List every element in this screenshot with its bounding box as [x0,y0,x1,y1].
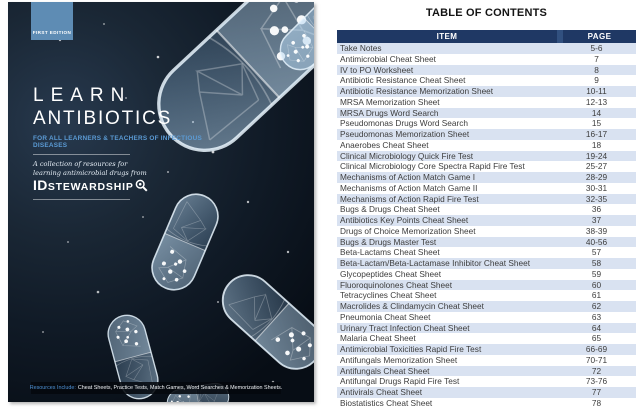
toc-item-label: Mechanisms of Action Rapid Fire Test [340,193,479,204]
toc-page-number: 64 [591,322,602,333]
cover-title [33,84,172,131]
toc-item-label: Pneumonia Cheat Sheet [340,311,431,322]
toc-item-label: Malaria Cheat Sheet [340,333,416,344]
toc-item-label: Urinary Tract Infection Cheat Sheet [340,322,470,333]
table-row [337,247,636,258]
toc-page-number: 38-39 [585,225,608,236]
toc-item-label: Drugs of Choice Memorization Sheet [340,225,476,236]
table-row [337,237,636,248]
toc-page-number: 15 [591,118,602,129]
toc-page-number: 32-35 [585,193,608,204]
cover-footer-bar [31,382,281,394]
toc-header-row [337,30,636,43]
toc-page-number: 58 [591,258,602,268]
toc-item-label: Antimicrobial Toxicities Rapid Fire Test [340,344,482,354]
toc-page-number: 25-27 [585,161,608,172]
toc-page-number: 66-69 [585,344,608,354]
table-row [337,54,636,65]
table-row [337,75,636,86]
table-row [337,398,636,409]
toc-page-number: 70-71 [585,354,608,365]
table-row [337,129,636,140]
table-row [337,387,636,398]
toc-page-number: 7 [594,53,599,64]
brand-id-text: ID [33,177,48,193]
toc-page-number: 65 [591,333,602,344]
tagline-line2: learning antimicrobial drugs from [33,168,147,177]
cover-title-line2: ANTIBIOTICS [33,108,173,129]
cover-subtitle: FOR ALL LEARNERS & TEACHERS OF INFECTIOUS DISEASES [33,135,202,149]
table-row [337,323,636,334]
table-row [337,290,636,301]
toc-page-number: 16-17 [585,129,608,139]
toc-header-item: ITEM [337,30,557,43]
toc-item-label: Antifungal Drugs Rapid Fire Test [340,376,460,387]
toc-title: TABLE OF CONTENTS [425,7,548,19]
table-row [337,97,636,108]
toc-item-label: Take Notes [340,43,382,53]
toc-page-number: 18 [591,139,602,150]
tagline-line1: A collection of resources for [33,160,128,168]
table-row [337,344,636,355]
table-row [337,376,636,387]
toc-page-number: 8 [594,64,599,75]
table-row [337,183,636,194]
table-row [337,118,636,129]
toc-page-number: 36 [591,204,602,215]
toc-page-number: 5-6 [590,43,603,53]
toc-item-label: Macrolides & Clindamycin Cheat Sheet [340,301,484,311]
book-cover [8,2,314,402]
toc-page-number: 72 [591,365,602,376]
toc-item-label: Antibiotic Resistance Cheat Sheet [340,75,466,86]
table-row [337,108,636,119]
toc-item-label: Antivirals Cheat Sheet [340,387,423,397]
table-row [337,301,636,312]
toc-item-label: MRSA Drugs Word Search [340,107,439,118]
toc-item-label: Antibiotic Resistance Memorization Sheet [340,86,494,96]
toc-page-number: 12-13 [585,96,608,107]
divider-top [33,154,130,155]
toc-item-label: Glycopeptides Cheat Sheet [340,268,442,279]
toc-item-label: Beta-Lactam/Beta-Lactamase Inhibitor Cheat Sheet [340,258,531,268]
toc-item-label: Mechanisms of Action Match Game I [340,172,476,182]
table-row [337,65,636,76]
toc-page-number: 59 [591,268,602,279]
table-row [337,204,636,215]
cover-tagline [33,160,147,177]
toc-body [337,43,636,409]
toc-page-number: 57 [591,247,602,258]
toc-item-label: Antibiotics Key Points Cheat Sheet [340,215,469,225]
toc-page-number: 77 [591,387,602,397]
idstewardship-logo [33,177,148,195]
magnifier-icon [135,179,148,197]
table-row [337,194,636,205]
table-row [337,151,636,162]
toc-page-number: 19-24 [585,150,608,161]
table-row [337,86,636,97]
table-row [337,161,636,172]
table-row [337,215,636,226]
divider-bottom [33,199,130,200]
toc-item-label: IV to PO Worksheet [340,64,414,75]
footer-text: Cheat Sheets, Practice Tests, Match Games, Word Searches & Memorization Sheets. [77,385,283,391]
toc-page-number: 73-76 [585,376,608,387]
cover-title-line1: LEARN [33,85,132,106]
table-row [337,312,636,323]
toc-page-number: 37 [591,215,602,225]
table-row [337,355,636,366]
table-row [337,140,636,151]
toc-page-number: 28-29 [585,172,608,182]
toc-page-number: 10-11 [586,86,607,96]
toc-page-number: 60 [591,279,602,290]
table-row [337,333,636,344]
toc-item-label: Pseudomonas Drugs Word Search [340,118,469,129]
toc-page-number: 63 [591,311,602,322]
toc-page-number: 14 [591,107,602,118]
toc-item-label: Fluoroquinolones Cheat Sheet [340,279,453,290]
toc-page-number: 30-31 [585,182,608,193]
toc-item-label: Beta-Lactams Cheat Sheet [340,247,440,258]
table-row [337,269,636,280]
capsule-bottom-right [212,265,314,380]
toc-item-label: Mechanisms of Action Match Game II [340,182,478,193]
toc-page-number: 9 [594,75,599,86]
toc-item-label: Tetracyclines Cheat Sheet [340,290,437,301]
toc-page-number: 78 [591,397,602,408]
toc-header-page: PAGE [563,30,636,43]
toc-item-label: Anaerobes Cheat Sheet [340,139,429,150]
table-row [337,280,636,291]
toc-item-label: Bugs & Drugs Master Test [340,236,437,247]
toc-item-label: Antifungals Cheat Sheet [340,365,430,376]
toc-item-label: Biostatistics Cheat Sheet [340,397,433,408]
toc-item-label: Clinical Microbiology Quick Fire Test [340,150,474,161]
toc-item-label: Clinical Microbiology Core Spectra Rapid Fire Test [340,161,525,172]
table-of-contents [337,0,636,411]
toc-item-label: Bugs & Drugs Cheat Sheet [340,204,440,215]
toc-item-label: MRSA Memorization Sheet [340,96,440,107]
toc-item-label: Antifungals Memorization Sheet [340,354,458,365]
footer-label: Resources Include: [29,385,76,391]
toc-page-number: 61 [591,290,602,301]
table-row [337,258,636,269]
toc-item-label: Antimicrobial Cheat Sheet [340,53,436,64]
table-row [337,366,636,377]
capsule-center [145,187,225,296]
toc-page-number: 40-56 [585,236,608,247]
table-row [337,226,636,237]
toc-table [337,30,636,409]
capsule-artwork [8,2,314,402]
table-row [337,43,636,54]
table-row [337,172,636,183]
edition-badge: FIRST EDITION [31,2,73,40]
toc-item-label: Pseudomonas Memorization Sheet [340,129,470,139]
toc-page-number: 62 [591,301,602,311]
brand-stewardship-text: STEWARDSHIP [47,181,134,193]
